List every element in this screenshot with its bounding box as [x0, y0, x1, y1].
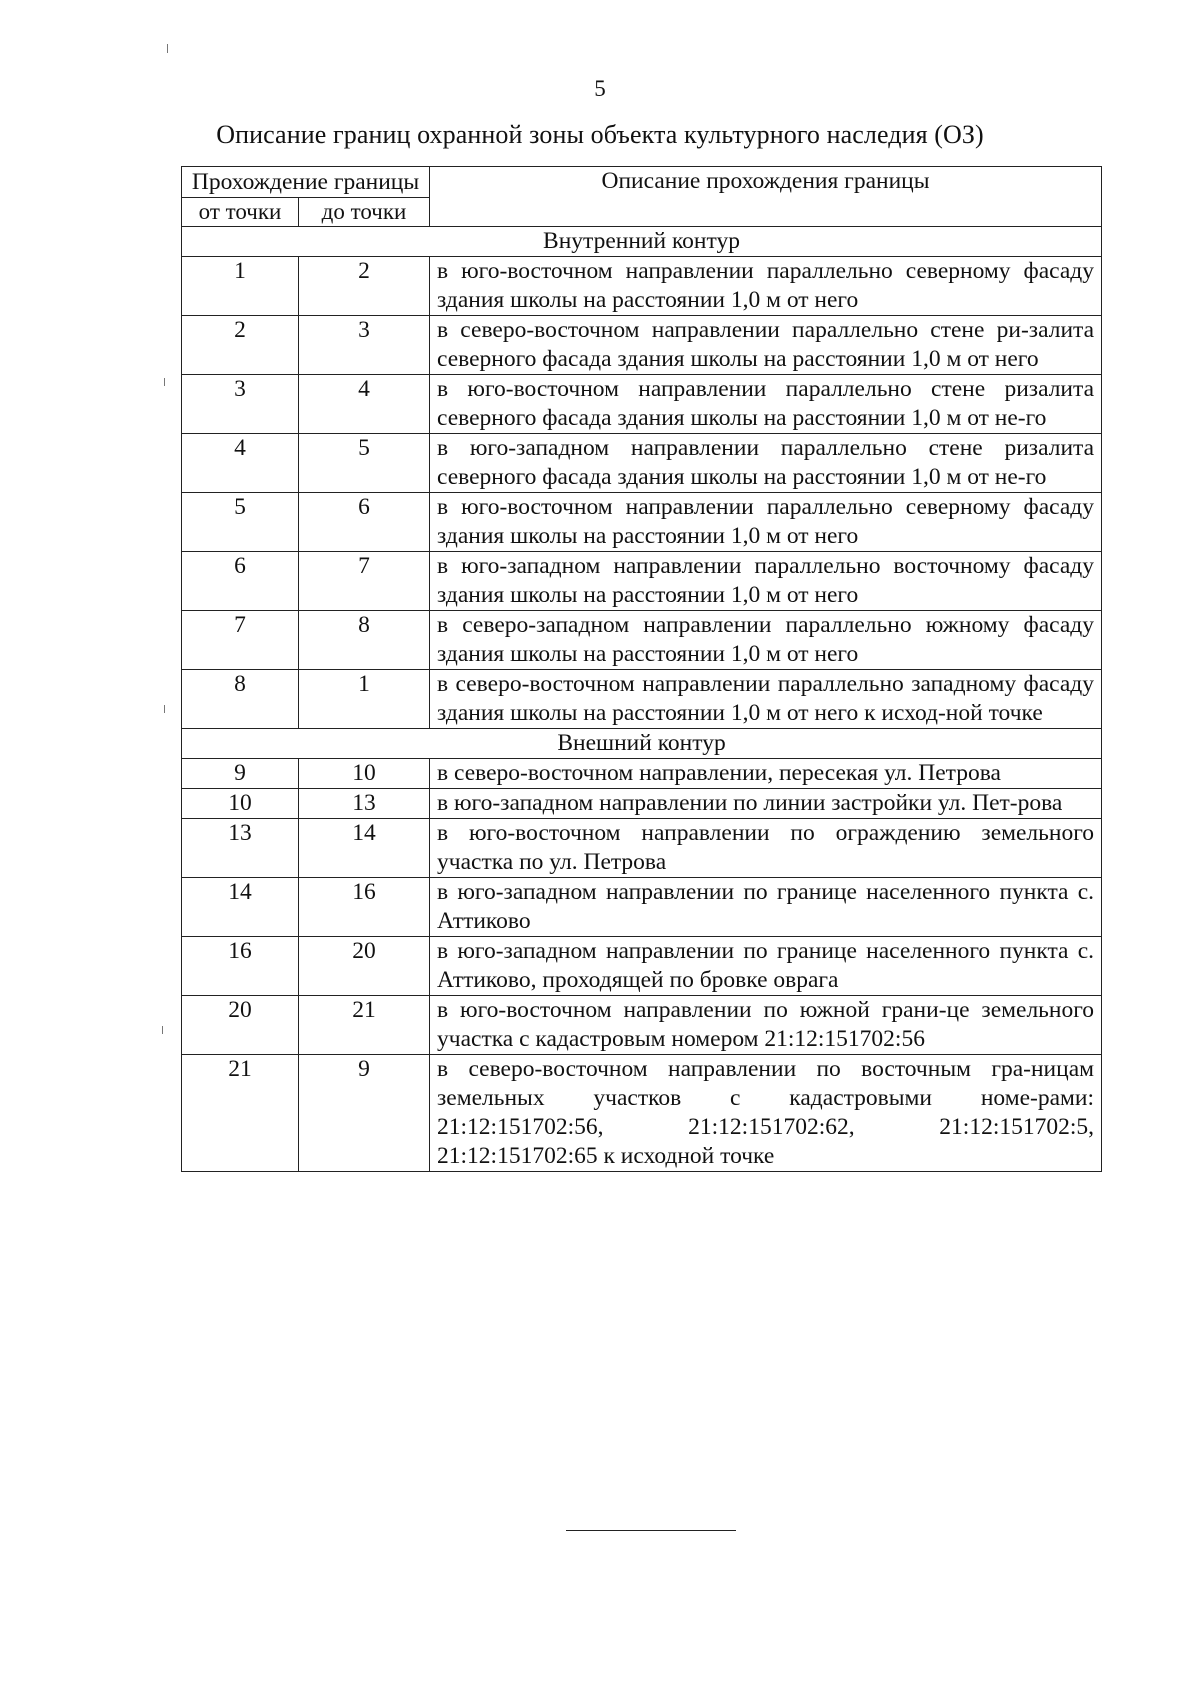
from-point-cell: 4 — [182, 434, 299, 493]
description-cell: в юго-западном направлении по линии застройки ул. Пет-рова — [430, 789, 1102, 819]
description-cell: в северо-восточном направлении, пересекая ул. Петрова — [430, 759, 1102, 789]
header-from-point: от точки — [182, 198, 299, 227]
scan-mark — [162, 1026, 163, 1034]
description-cell: в юго-восточном направлении параллельно северному фасаду здания школы на расстоянии 1,0 м от него — [430, 493, 1102, 552]
description-cell: в юго-западном направлении по границе населенного пункта с. Аттиково — [430, 878, 1102, 937]
to-point-cell: 14 — [299, 819, 430, 878]
table-row — [182, 1055, 1102, 1172]
to-point-cell: 5 — [299, 434, 430, 493]
table-row — [182, 789, 1102, 819]
from-point-cell: 5 — [182, 493, 299, 552]
description-cell: в юго-восточном направлении по южной грани-це земельного участка с кадастровым номером 21:12:151702:56 — [430, 996, 1102, 1055]
description-cell: в юго-восточном направлении параллельно северному фасаду здания школы на расстоянии 1,0 м от него — [430, 257, 1102, 316]
from-point-cell: 2 — [182, 316, 299, 375]
from-point-cell: 20 — [182, 996, 299, 1055]
from-point-cell: 3 — [182, 375, 299, 434]
description-cell: в северо-восточном направлении параллельно стене ри-залита северного фасада здания школы на расстоянии 1,0 м от него — [430, 316, 1102, 375]
description-cell: в северо-западном направлении параллельно южному фасаду здания школы на расстоянии 1,0 м от него — [430, 611, 1102, 670]
description-cell: в юго-восточном направлении параллельно стене ризалита северного фасада здания школы на расстоянии 1,0 м от не-го — [430, 375, 1102, 434]
description-cell: в северо-восточном направлении параллельно западному фасаду здания школы на расстоянии 1,0 м от него к исход-ной точке — [430, 670, 1102, 729]
table-row — [182, 434, 1102, 493]
from-point-cell: 13 — [182, 819, 299, 878]
from-point-cell: 7 — [182, 611, 299, 670]
from-point-cell: 6 — [182, 552, 299, 611]
to-point-cell: 3 — [299, 316, 430, 375]
from-point-cell: 14 — [182, 878, 299, 937]
to-point-cell: 20 — [299, 937, 430, 996]
table-row — [182, 375, 1102, 434]
to-point-cell: 6 — [299, 493, 430, 552]
section-row — [182, 227, 1102, 257]
table-row — [182, 257, 1102, 316]
scan-mark — [164, 378, 165, 386]
page-number: 5 — [594, 76, 606, 101]
footer-rule — [566, 1530, 736, 1531]
description-cell: в юго-западном направлении по границе населенного пункта с. Аттиково, проходящей по бровке оврага — [430, 937, 1102, 996]
description-cell: в юго-западном направлении параллельно восточному фасаду здания школы на расстоянии 1,0 м от него — [430, 552, 1102, 611]
document-title: Описание границ охранной зоны объекта культурного наследия (ОЗ) — [216, 120, 984, 149]
table-row — [182, 611, 1102, 670]
from-point-cell: 16 — [182, 937, 299, 996]
table-body — [182, 227, 1102, 1172]
description-cell: в юго-восточном направлении по ограждению земельного участка по ул. Петрова — [430, 819, 1102, 878]
description-cell: в северо-восточном направлении по восточным гра-ницам земельных участков с кадастровыми номе-рами: 21:12:151702:56, 21:12:151702:62, 21:12:151702:5, 21:12:151702:65 к исходной точке — [430, 1055, 1102, 1172]
from-point-cell: 8 — [182, 670, 299, 729]
to-point-cell: 4 — [299, 375, 430, 434]
from-point-cell: 1 — [182, 257, 299, 316]
to-point-cell: 13 — [299, 789, 430, 819]
to-point-cell: 10 — [299, 759, 430, 789]
to-point-cell: 2 — [299, 257, 430, 316]
boundary-table — [181, 166, 1102, 1172]
scan-mark — [164, 705, 165, 713]
table-row — [182, 878, 1102, 937]
table-row — [182, 670, 1102, 729]
table-row — [182, 996, 1102, 1055]
table-header-row — [182, 167, 1102, 198]
section-row — [182, 729, 1102, 759]
table-row — [182, 759, 1102, 789]
to-point-cell: 21 — [299, 996, 430, 1055]
section-title: Внешний контур — [182, 729, 1102, 759]
to-point-cell: 8 — [299, 611, 430, 670]
from-point-cell: 21 — [182, 1055, 299, 1172]
scan-mark — [167, 44, 168, 53]
table-row — [182, 316, 1102, 375]
header-to-point: до точки — [299, 198, 430, 227]
table-row — [182, 819, 1102, 878]
to-point-cell: 1 — [299, 670, 430, 729]
from-point-cell: 9 — [182, 759, 299, 789]
from-point-cell: 10 — [182, 789, 299, 819]
description-cell: в юго-западном направлении параллельно стене ризалита северного фасада здания школы на расстоянии 1,0 м от не-го — [430, 434, 1102, 493]
table-row — [182, 552, 1102, 611]
to-point-cell: 9 — [299, 1055, 430, 1172]
header-passage: Прохождение границы — [182, 167, 430, 198]
section-title: Внутренний контур — [182, 227, 1102, 257]
to-point-cell: 16 — [299, 878, 430, 937]
table-row — [182, 937, 1102, 996]
header-description: Описание прохождения границы — [430, 167, 1102, 227]
table-row — [182, 493, 1102, 552]
to-point-cell: 7 — [299, 552, 430, 611]
